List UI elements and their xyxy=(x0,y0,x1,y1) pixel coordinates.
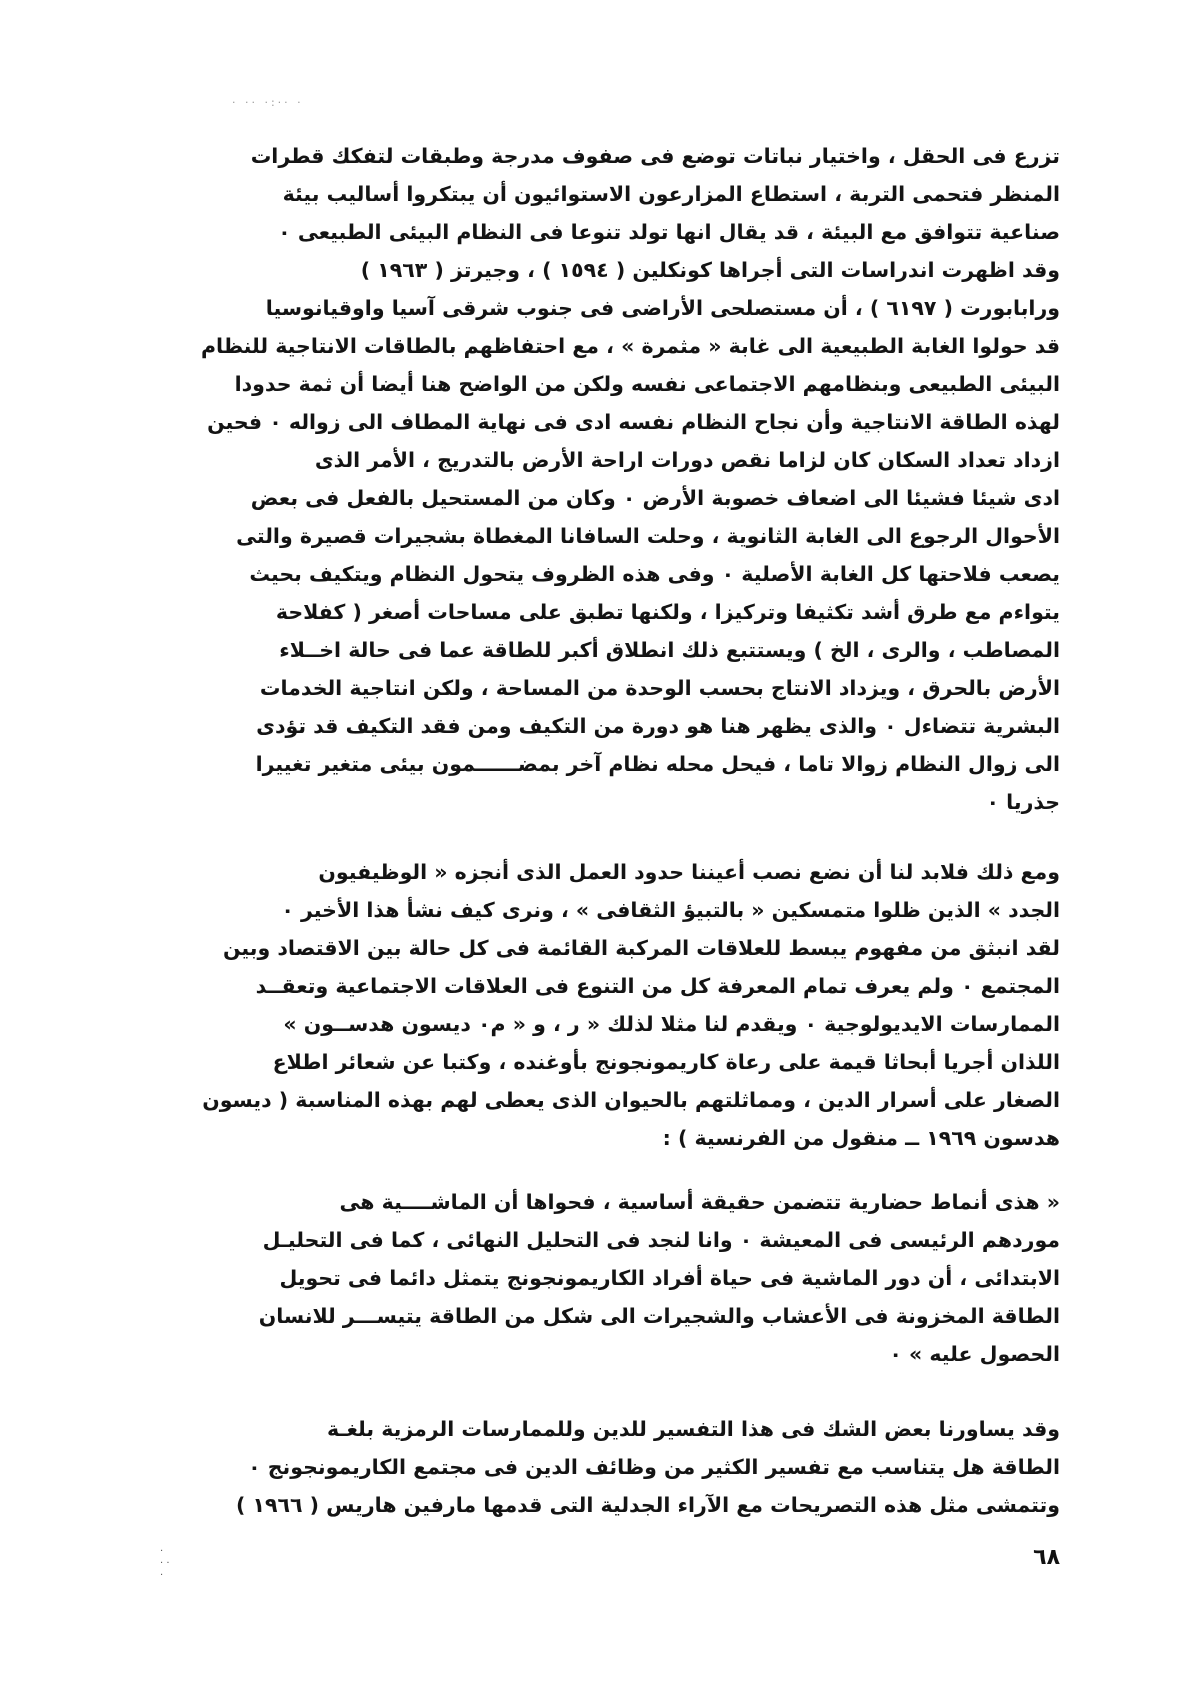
text-line: لهذه الطاقة الانتاجية وأن نجاح النظام نفسه ادى فى نهاية المطاف الى زواله ٠ فحين xyxy=(207,410,1060,434)
scan-noise-top: · ·· ·:·· · xyxy=(232,96,304,109)
text-line: صناعية تتوافق مع البيئة ، قد يقال انها تولد تنوعا فى النظام البيئى الطبيعى ٠ xyxy=(278,220,1060,244)
paragraph-1 xyxy=(142,137,1060,821)
text-line: ادى شيئا فشيئا الى اضعاف خصوبة الأرض ٠ وكان من المستحيل بالفعل فى بعض xyxy=(250,486,1060,510)
text-line: جذريا ٠ xyxy=(986,790,1060,814)
text-line: وقد يساورنا بعض الشك فى هذا التفسير للدين وللممارسات الرمزية بلغـة xyxy=(327,1417,1060,1441)
text-line: البشرية تتضاءل ٠ والذى يظهر هنا هو دورة من التكيف ومن فقد التكيف قد تؤدى xyxy=(256,714,1060,738)
text-line: الأرض بالحرق ، ويزداد الانتاج بحسب الوحدة من المساحة ، ولكن انتاجية الخدمات xyxy=(259,676,1060,700)
text-line: الى زوال النظام زوالا تاما ، فيحل محله نظام آخر بمضــــــمون بيئى متغير تغييرا xyxy=(255,752,1060,776)
text-line: يتواءم مع طرق أشد تكثيفا وتركيزا ، ولكنها تطبق على مساحات أصغر ( كفلاحة xyxy=(275,600,1060,624)
text-line: لقد انبثق من مفهوم يبسط للعلاقات المركبة القائمة فى كل حالة بين الاقتصاد وبين xyxy=(222,936,1060,960)
text-line: المجتمع ٠ ولم يعرف تمام المعرفة كل من التنوع فى العلاقات الاجتماعية وتعقــد xyxy=(255,974,1060,998)
text-line: « هذى أنماط حضارية تتضمن حقيقة أساسية ، فحواها أن الماشــــية هى xyxy=(339,1190,1060,1214)
text-line: هدسون ١٩٦٩ ــ منقول من الفرنسية ) : xyxy=(662,1126,1060,1150)
text-line: ازداد تعداد السكان كان لزاما نقص دورات اراحة الأرض بالتدريج ، الأمر الذى xyxy=(314,448,1060,472)
text-line: وتتمشى مثل هذه التصريحات مع الآراء الجدلية التى قدمها مارفين هاريس ( ١٩٦٦ ) xyxy=(235,1493,1060,1517)
text-line: وقد اظهرت اندراسات التى أجراها كونكلين ( ١٥٩٤ ) ، وجيرتز ( ١٩٦٣ ) xyxy=(360,258,1060,282)
text-line: اللذان أجريا أبحاثا قيمة على رعاة كاريمونجونج بأوغنده ، وكتبا عن شعائر اطلاع xyxy=(272,1050,1060,1074)
text-line: ورابابورت ( ٦١٩٧ ) ، أن مستصلحى الأراضى فى جنوب شرقى آسيا واوقيانوسيا xyxy=(265,296,1060,320)
text-line: الأحوال الرجوع الى الغابة الثانوية ، وحلت السافانا المغطاة بشجيرات قصيرة والتى xyxy=(236,524,1060,548)
text-line: البيئى الطبيعى وبنظامهم الاجتماعى نفسه ولكن من الواضح هنا أيضا أن ثمة حدودا xyxy=(234,372,1060,396)
text-line: موردهم الرئيسى فى المعيشة ٠ وانا لنجد فى التحليل النهائى ، كما فى التحليـل xyxy=(262,1228,1060,1252)
text-line: الجدد » الذين ظلوا متمسكين « بالتبيؤ الثقافى » ، ونرى كيف نشأ هذا الأخير ٠ xyxy=(281,898,1060,922)
paragraph-2 xyxy=(142,853,1060,1157)
text-line: الابتدائى ، أن دور الماشية فى حياة أفراد الكاريمونجونج يتمثل دائما فى تحويل xyxy=(279,1266,1060,1290)
page-number: ٦٨ xyxy=(1033,1545,1060,1570)
text-line: المصاطب ، والرى ، الخ ) ويستتبع ذلك انطلاق أكبر للطاقة عما فى حالة اخــلاء xyxy=(279,638,1060,662)
text-line: قد حولوا الغابة الطبيعية الى غابة « مثمرة » ، مع احتفاظهم بالطاقات الانتاجية للنظام xyxy=(200,334,1060,358)
text-line: الممارسات الايديولوجية ٠ ويقدم لنا مثلا لذلك « ر ، و « م٠ ديسون هدســون » xyxy=(283,1012,1060,1036)
text-line: تزرع فى الحقل ، واختيار نباتات توضع فى صفوف مدرجة وطبقات لتفكك قطرات xyxy=(250,144,1060,168)
text-line: الحصول عليه » ٠ xyxy=(889,1342,1060,1366)
text-line: يصعب فلاحتها كل الغابة الأصلية ٠ وفى هذه الظروف يتحول النظام ويتكيف بحيث xyxy=(249,562,1060,586)
text-line: الطاقة هل يتناسب مع تفسير الكثير من وظائف الدين فى مجتمع الكاريمونجونج ٠ xyxy=(248,1455,1060,1479)
text-line: ومع ذلك فلابد لنا أن نضع نصب أعيننا حدود العمل الذى أنجزه « الوظيفيون xyxy=(318,860,1060,884)
text-line: الصغار على أسرار الدين ، ومماثلتهم بالحيوان الذى يعطى لهم بهذه المناسبة ( ديسون xyxy=(202,1088,1060,1112)
quote-paragraph xyxy=(142,1183,1060,1373)
text-line: الطاقة المخزونة فى الأعشاب والشجيرات الى شكل من الطاقة يتيســـر للانسان xyxy=(258,1304,1060,1328)
paragraph-4 xyxy=(142,1410,1060,1524)
scan-noise-bottom: · · · · xyxy=(160,1546,170,1581)
text-line: المنظر فتحمى التربة ، استطاع المزارعون الاستوائيون أن يبتكروا أساليب بيئة xyxy=(282,182,1060,206)
